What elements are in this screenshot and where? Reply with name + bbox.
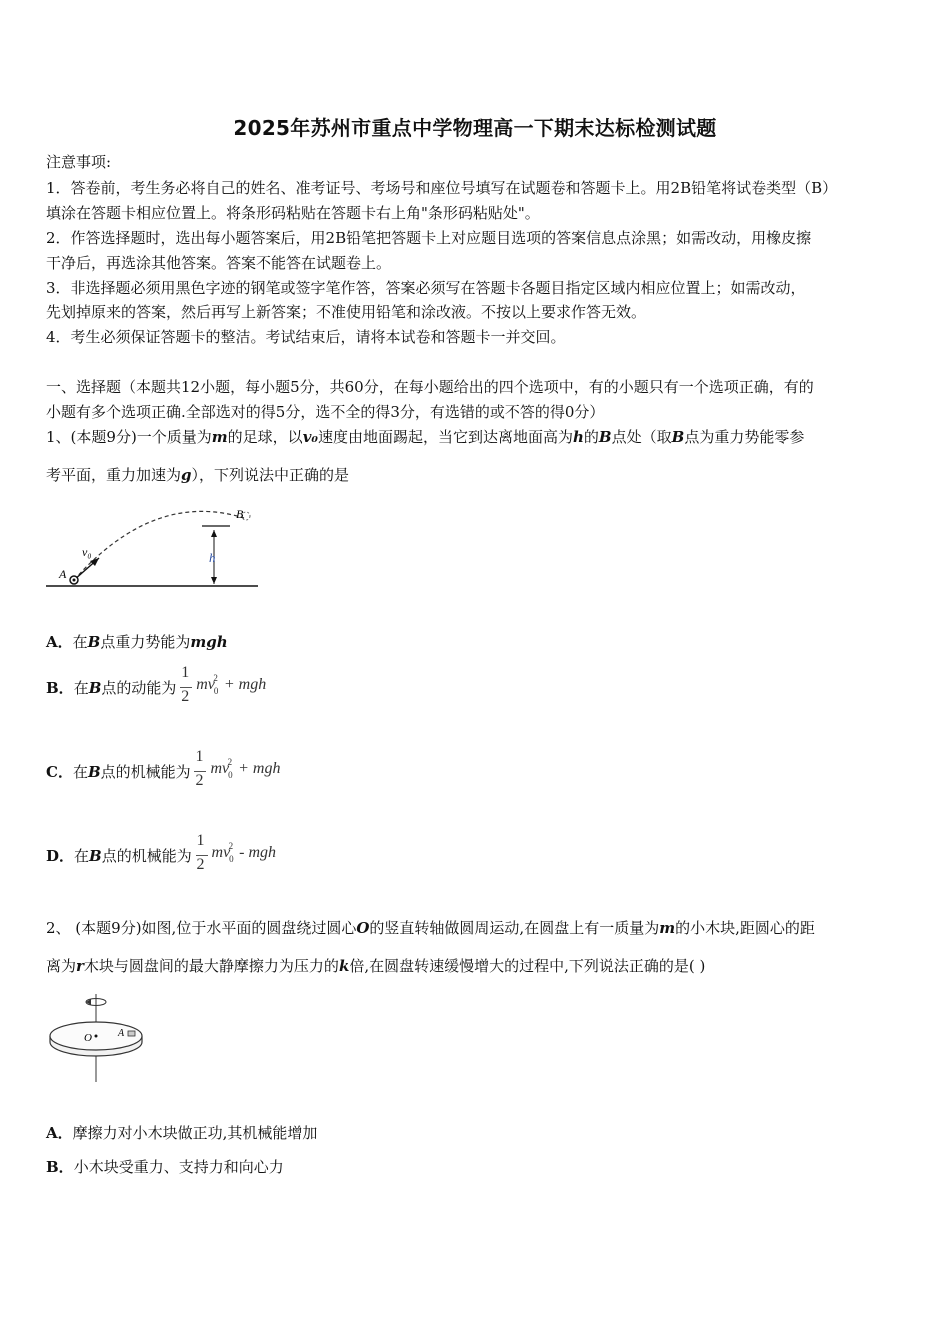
q1-var-B: B [598,428,612,446]
formula-body [210,757,281,780]
q1-text: 点处（取 [611,428,672,446]
q1-text: 速度由地面踢起，当它到达离地面高为 [317,428,573,446]
label-v0: v₀ [82,545,92,559]
formula-mv: mv [196,676,215,693]
q2-var-m: m [659,919,676,937]
q1-text: 点为重力势能零参 [684,428,805,446]
q1-text: ），下列说法中正确的是 [191,466,350,484]
option-text: 点的动能为 [101,679,177,697]
fraction-numerator: 1 [196,832,205,849]
q1-option-c[interactable] [46,748,315,798]
formula-sub: 0 [228,770,233,780]
q1-var-h: h [573,428,584,446]
option-text: 在 [74,847,90,865]
option-text: 在 [73,679,89,697]
fraction-denominator: 2 [181,688,190,705]
formula-mv: mv [210,760,230,777]
q1-text: 1、(本题9分)一个质量为 [46,428,212,446]
notice-line-3: 2．作答选择题时，选出每小题答案后，用2B铅笔把答题卡上对应题目选项的答案信息点涂黑；如需改动，用橡皮擦 [46,229,812,247]
section-heading-line-2: 小题有多个选项正确.全部选对的得5分，选不全的得3分，有选错的或不答的得0分） [46,403,605,421]
q1-var-v0: v₀ [302,428,318,446]
option-label: C． [46,763,73,781]
q1-stem-line-1 [46,427,804,447]
q2-var-r: r [76,957,84,975]
q2-stem-line-2 [46,956,705,976]
label-o: O [84,1032,92,1044]
option-var: B [88,679,102,697]
formula-body [196,673,267,696]
q1-trajectory-figure [44,500,264,592]
wood-block [128,1031,135,1036]
page-title: 2025年苏州市重点中学物理高一下期末达标检测试题 [233,116,717,140]
q1-var-g: g [181,466,192,484]
q2-text: 的小木块,距圆心的距 [675,919,815,937]
disk-center [95,1035,98,1038]
option-label: B． [46,1158,74,1176]
ball-a-center [73,579,76,582]
q1-stem-line-2 [46,465,349,485]
q1-text: 的足球，以 [227,428,303,446]
option-text: 点重力势能为 [100,633,191,651]
option-var: B [87,763,101,781]
q2-stem-line-1 [46,918,815,938]
fraction-denominator: 2 [196,856,205,873]
fraction-numerator: 1 [181,664,190,681]
notice-line-2: 填涂在答题卡相应位置上。将条形码粘贴在答题卡右上角"条形码粘贴处"。 [46,204,540,222]
option-label: A． [46,633,73,651]
q2-option-b[interactable] [46,1156,284,1177]
option-text: 点的机械能为 [100,763,191,781]
option-text: 在 [72,633,88,651]
option-var: B [89,847,102,865]
fraction-numerator: 1 [195,748,204,765]
label-b: B [236,507,244,521]
height-arrowhead-down [211,577,217,584]
formula-rest: + mgh [238,760,281,777]
notice-line-5: 3．非选择题必须用黑色字迹的钢笔或签字笔作答，答案必须写在答题卡各题目指定区域内相应位置上；如需改动， [46,279,806,297]
formula-sub: 0 [213,686,219,696]
option-text: 点的机械能为 [101,847,192,865]
notice-line-7: 4．考生必须保证答题卡的整洁。考试结束后，请将本试卷和答题卡一并交回。 [46,328,566,346]
option-formula [195,748,315,798]
notice-line-6: 先划掉原来的答案，然后再写上新答案；不准使用铅笔和涂改液。不按以上要求作答无效。 [46,303,647,321]
option-text: 小木块受重力、支持力和向心力 [73,1158,284,1176]
q2-var-O: O [356,919,370,937]
formula-rest: - mgh [239,844,277,861]
formula-rest: + mgh [223,676,267,693]
height-arrowhead-up [211,530,217,537]
q1-option-a[interactable] [46,631,228,652]
q2-disk-figure [44,990,148,1086]
q2-option-a[interactable] [46,1122,317,1143]
notice-line-1: 1．答卷前，考生务必将自己的姓名、准考证号、考场号和座位号填写在试题卷和答题卡上。用2B铅笔将试卷类型（B） [46,179,838,197]
option-label: B． [46,679,74,697]
label-a: A [59,567,67,581]
option-text: 在 [72,763,88,781]
formula-sup: 2 [213,673,218,683]
option-formula: mgh [190,633,228,651]
section-heading-line-1: 一、选择题（本题共12小题，每小题5分，共60分，在每小题给出的四个选项中，有的小题只有一个选项正确，有的 [46,378,814,396]
formula-sup: 2 [228,841,234,851]
q1-text: 的 [583,428,599,446]
formula-sub: 0 [229,854,234,864]
formula-mv: mv [211,844,231,861]
notice-line-4: 干净后，再选涂其他答案。答案不能答在试题卷上。 [46,254,392,272]
option-var: B [87,633,101,651]
option-label: A． [46,1124,73,1142]
q2-text: 的竖直转轴做圆周运动,在圆盘上有一质量为 [369,919,660,937]
notice-heading: 注意事项: [46,153,112,171]
q2-var-k: k [338,957,350,975]
q2-text: 2、 (本题9分)如图,位于水平面的圆盘绕过圆心 [46,919,357,937]
q1-text: 考平面，重力加速为 [46,466,182,484]
q1-option-d[interactable] [46,832,317,882]
q2-text: 离为 [46,957,77,975]
q1-var-m: m [211,428,228,446]
q2-text: 木块与圆盘间的最大静摩擦力为压力的 [83,957,339,975]
q1-var-B: B [671,428,685,446]
option-label: D． [46,847,75,865]
option-formula [197,832,317,882]
label-h: h [209,550,216,565]
option-formula [181,664,301,714]
trajectory-path [74,511,244,580]
label-a: A [118,1028,125,1039]
option-text: 摩擦力对小木块做正功,其机械能增加 [72,1124,318,1142]
q2-text: 倍,在圆盘转速缓慢增大的过程中,下列说法正确的是( ) [349,957,706,975]
formula-sup: 2 [227,757,233,767]
q1-option-b[interactable] [46,664,301,714]
formula-body [211,841,277,864]
fraction-denominator: 2 [195,772,204,789]
